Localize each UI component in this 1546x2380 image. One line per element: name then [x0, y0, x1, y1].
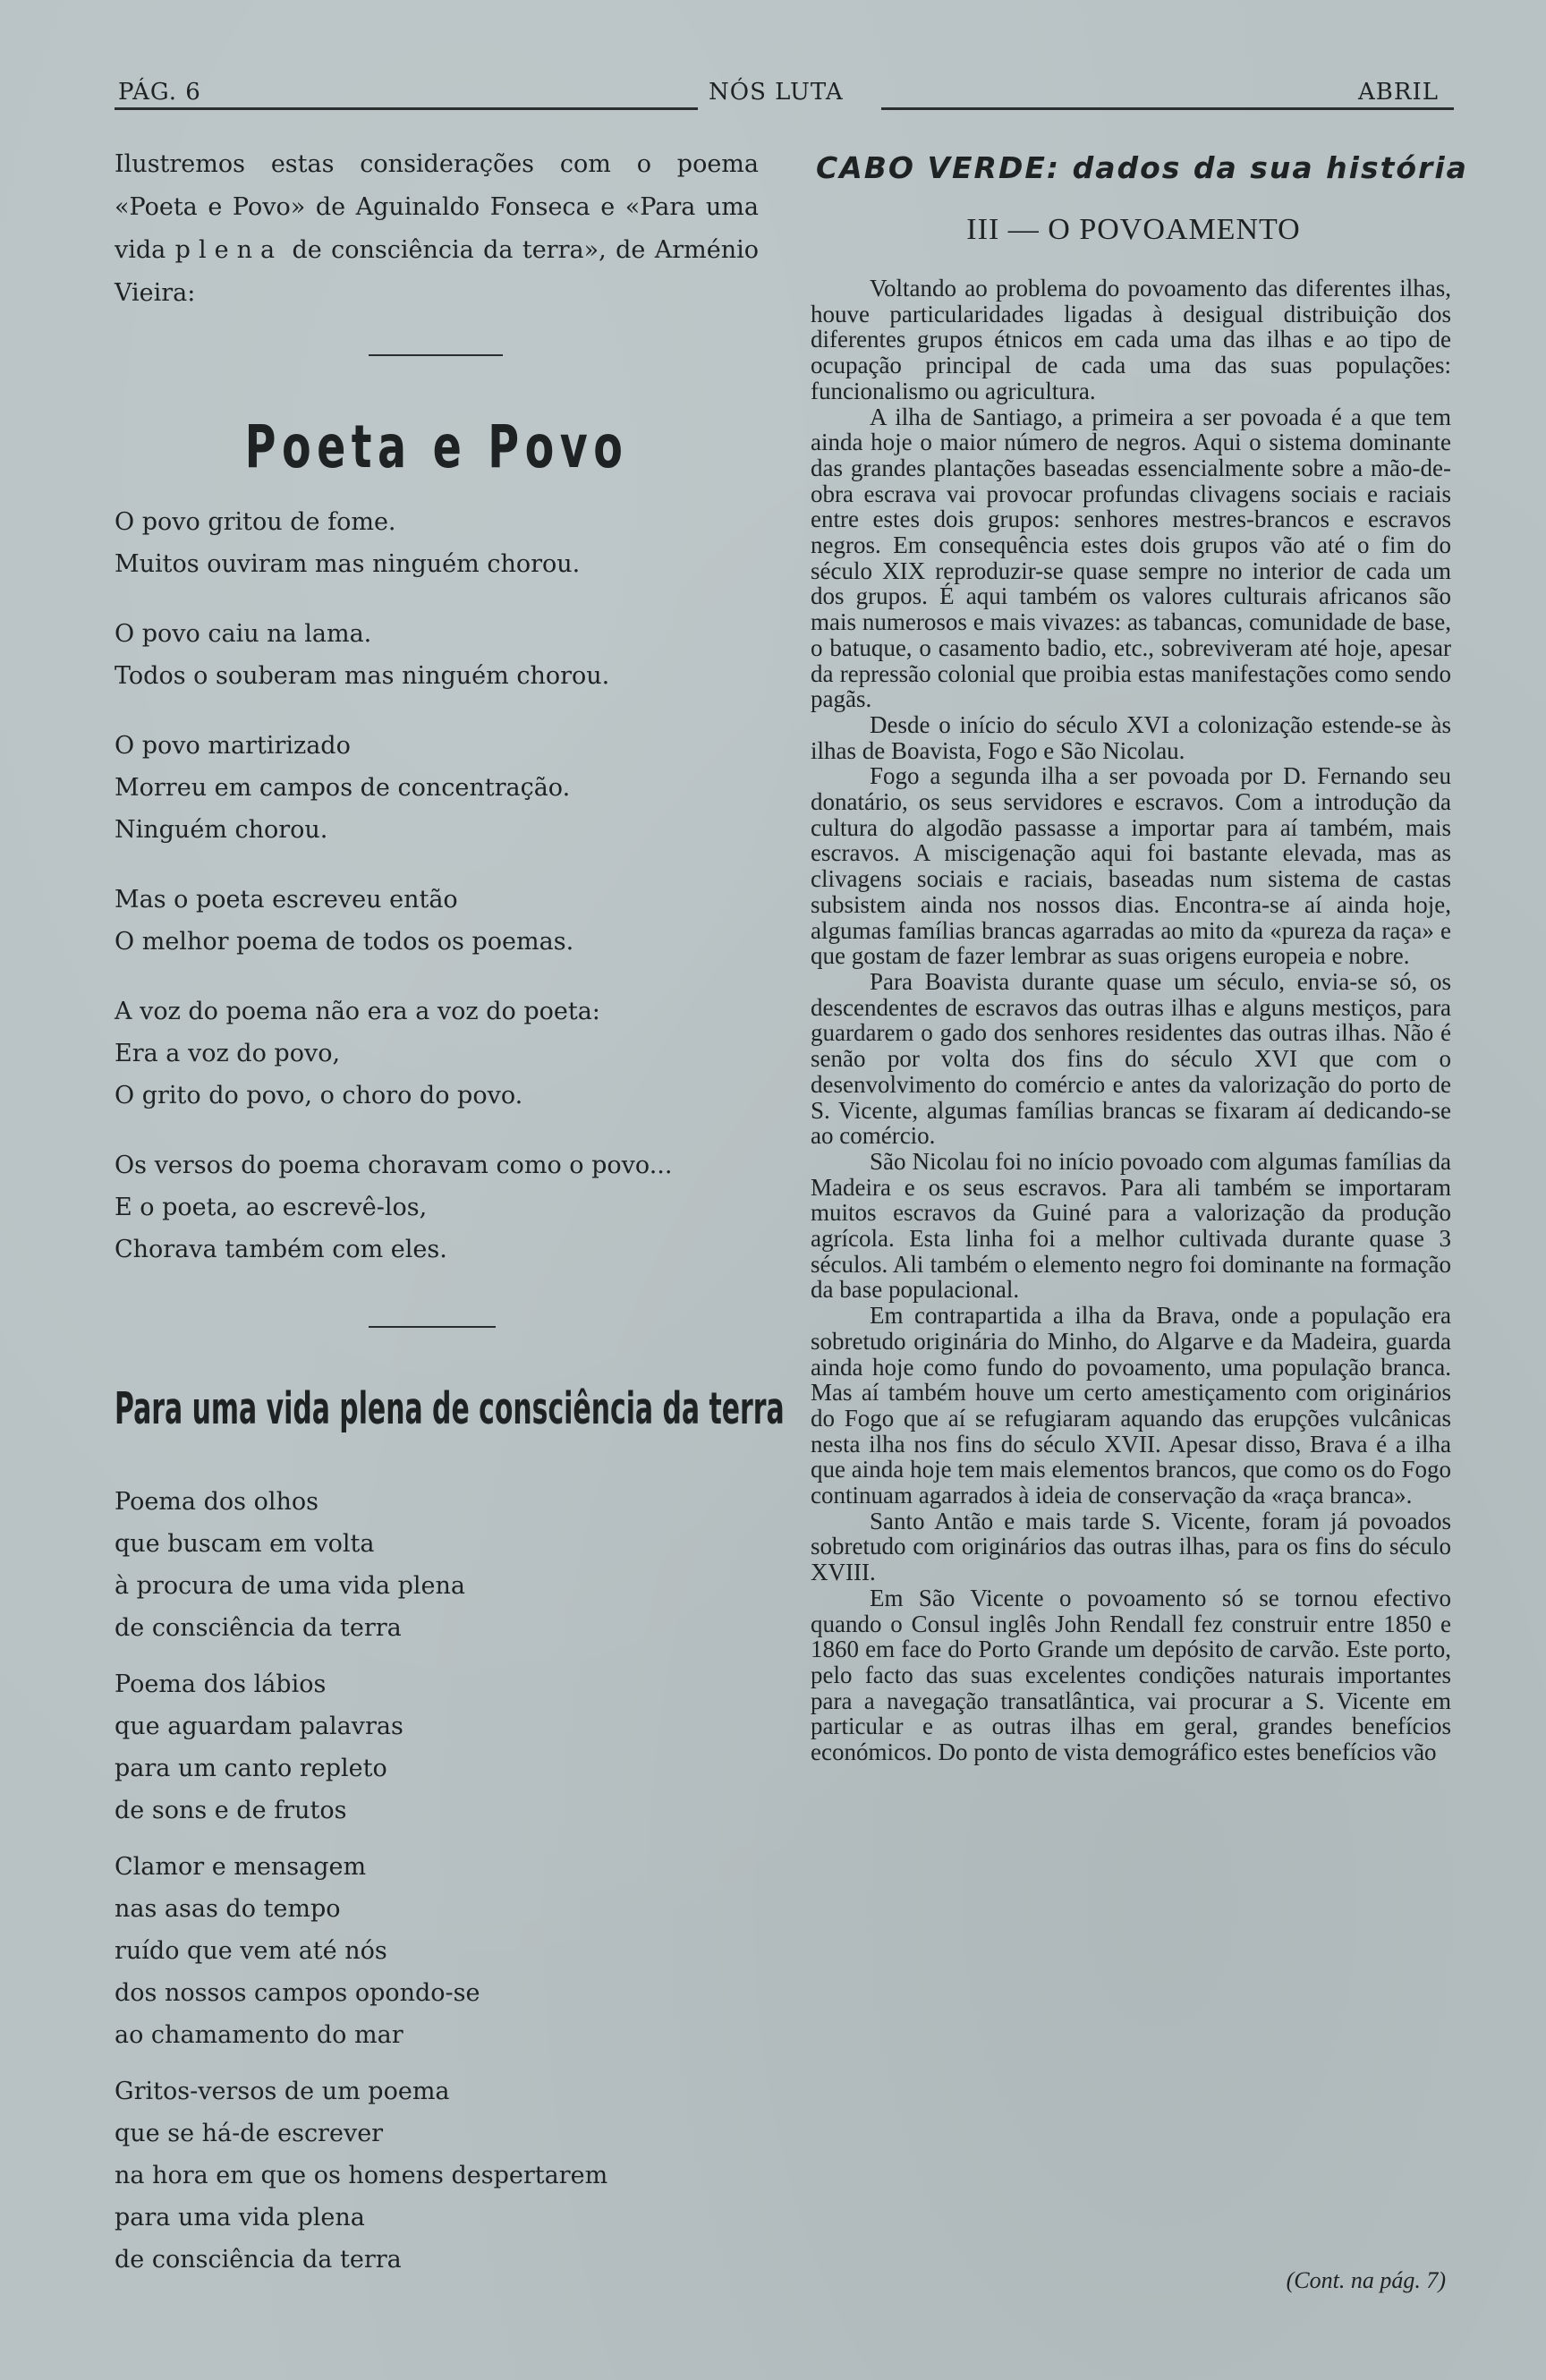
- article-subtitle: III — O POVOAMENTO: [966, 213, 1301, 246]
- poem2-line: que aguardam palavras: [115, 1713, 403, 1740]
- poem2-stanza: [115, 2070, 759, 2281]
- article-title: CABO VERDE: dados da sua história: [816, 150, 1468, 185]
- separator-rule-1: [369, 354, 503, 356]
- poem2-stanza: [115, 1663, 759, 1832]
- poem2-line: dos nossos campos opondo-se: [115, 1979, 480, 2007]
- poem2-line: para um canto repleto: [115, 1755, 387, 1782]
- poem1-line: A voz do poema não era a voz do poeta:: [115, 998, 600, 1025]
- poem1-line: Mas o poeta escreveu então: [115, 886, 458, 914]
- poem1-line: O povo caiu na lama.: [115, 620, 372, 648]
- poem2-line: na hora em que os homens despertarem: [115, 2162, 608, 2189]
- poem2-line: que se há-de escrever: [115, 2120, 384, 2147]
- poem2-stanza: [115, 1481, 759, 1649]
- poem2-line: Poema dos lábios: [115, 1670, 327, 1698]
- poem1-stanza: [115, 501, 759, 585]
- intro-text-1: Ilustremos estas considerações com o poema «Poeta e Povo» de Aguinaldo Fonseca e «Para uma vida: [115, 150, 759, 264]
- poem1-stanza: [115, 725, 759, 851]
- poem1-line: Chorava também com eles.: [115, 1236, 447, 1263]
- header-rule-left: [115, 107, 698, 110]
- poem1-line: Era a voz do povo,: [115, 1040, 341, 1067]
- poem1-line: O melhor poema de todos os poemas.: [115, 928, 574, 956]
- poem2-line: que buscam em volta: [115, 1530, 375, 1558]
- poem1-line: Ninguém chorou.: [115, 816, 328, 844]
- article-body: [811, 276, 1451, 1765]
- poem1-body: [115, 501, 759, 1298]
- poem2-line: para uma vida plena: [115, 2204, 365, 2231]
- article-paragraph: Santo Antão e mais tarde S. Vicente, foram já povoados sobretudo com originários das outras ilhas, para os fins do século XVIII.: [811, 1507, 1451, 1586]
- header-rule-right: [881, 107, 1454, 110]
- poem1-title: Poeta e Povo: [244, 412, 629, 481]
- article-paragraph: Voltando ao problema do povoamento das diferentes ilhas, houve particularidades ligadas à desigual distribuição dos diferentes grupos étnicos em cada uma das ilhas e ao tipo de ocupação principal de cada uma das suas populações: funcionalismo ou agricultura.: [811, 275, 1451, 404]
- poem1-line: Morreu em campos de concentração.: [115, 774, 571, 802]
- poem2-line: nas asas do tempo: [115, 1895, 341, 1923]
- article-paragraph: Para Boavista durante quase um século, envia-se só, os descendentes de escravos das outras ilhas e alguns mestiços, para guardarem o gado dos senhores residentes das outras ilhas. Não é senão por volta dos fins do século XVI que com o desenvolvimento do comércio e antes da valorização do porto de S. Vicente, algumas famílias brancas se fixaram aí dedicando-se ao comércio.: [811, 967, 1451, 1150]
- article-paragraph: Fogo a segunda ilha a ser povoada por D. Fernando seu donatário, os seus servidores e escravos. Com a introdução da cultura do algodão passasse a importar para aí também, mais escravos. A miscigenação aqui foi bastante elevada, mas as clivagens sociais e raciais, baseadas num sistema de castas subsistem ainda nos nossos dias. Encontra-se aí ainda hoje, algumas famílias brancas agarradas ao mito da «pureza da raça» e que gostam de fazer lembrar as suas origens europeia e nobre.: [811, 762, 1451, 970]
- poem2-line: Clamor e mensagem: [115, 1853, 367, 1881]
- poem2-line: Poema dos olhos: [115, 1488, 319, 1516]
- poem1-line: O povo martirizado: [115, 732, 351, 760]
- poem2-body: [115, 1481, 759, 2295]
- poem2-stanza: [115, 1846, 759, 2056]
- poem2-title: Para uma vida plena de consciência da terra: [115, 1383, 785, 1434]
- article-paragraph: São Nicolau foi no início povoado com algumas famílias da Madeira e os seus escravos. Para ali também se importaram muitos escravos da Guiné para a valorização da produção agrícola. Esta linha foi a melhor cultivada durante quase 3 séculos. Ali também o elemento negro foi dominante na formação da base populacional.: [811, 1147, 1451, 1304]
- poem1-line: E o poeta, ao escrevê-los,: [115, 1194, 428, 1221]
- poem1-stanza: [115, 1144, 759, 1271]
- issue-month: ABRIL: [1358, 79, 1439, 106]
- poem2-line: de consciência da terra: [115, 2246, 402, 2274]
- poem2-line: de consciência da terra: [115, 1614, 402, 1642]
- poem1-stanza: [115, 613, 759, 697]
- poem2-line: à procura de uma vida plena: [115, 1572, 465, 1600]
- poem1-stanza: [115, 879, 759, 963]
- article-paragraph: A ilha de Santiago, a primeira a ser povoada é a que tem ainda hoje o maior número de negros. Aqui o sistema dominante das grandes plantações baseadas essencialmente sobre a mão-de-obra escrava vai provocar profundas clivagens sociais e raciais entre estes dois grupos: senhores mestres-brancos e escravos negros. Em consequência estes dois grupos vão até o fim do século XIX reproduzir-se quase sempre no interior de cada um dos grupos. É aqui também os valores culturais africanos são mais numerosos e mais vivazes: as tabancas, comunidade de base, o batuque, o casamento badio, etc., sobreviveram até hoje, apesar da repressão colonial que proibia estas manifestações como sendo pagãs.: [811, 403, 1451, 713]
- article-paragraph: Em São Vicente o povoamento só se tornou efectivo quando o Consul inglês John Rendall fez construir entre 1850 e 1860 em face do Porto Grande um depósito de carvão. Este porto, pelo facto das suas excelentes condições naturais importantes para a navegação transatlântica, vai procurar a S. Vicente em particular e as outras ilhas em geral, grandes benefícios económicos. Do ponto de vista demográfico estes benefícios vão: [811, 1584, 1451, 1766]
- article-paragraph: Desde o início do século XVI a colonização estende-se às ilhas de Boavista, Fogo e São Nicolau.: [811, 710, 1451, 764]
- intro-paragraph: [115, 143, 759, 315]
- newspaper-title: NÓS LUTA: [709, 79, 844, 106]
- article-paragraph: Em contrapartida a ilha da Brava, onde a população era sobretudo originária do Minho, do Algarve e da Madeira, guarda ainda hoje como fundo do povoamento, uma população branca. Mas aí também houve um certo amestiçamento com originários do Fogo que aí se refugiaram aquando das erupções vulcânicas nesta ilha nos fins do século XVII. Apesar disso, Brava é a ilha que ainda hoje tem mais elementos brancos, que como os do Fogo continuam agarrados à ideia de conservação da «raça branca».: [811, 1302, 1451, 1509]
- separator-rule-2: [369, 1326, 496, 1328]
- poem2-line: de sons e de frutos: [115, 1797, 347, 1824]
- poem1-line: Os versos do poema choravam como o povo...: [115, 1152, 673, 1179]
- intro-emphasis: plena: [174, 236, 284, 264]
- poem2-line: ao chamamento do mar: [115, 2021, 403, 2049]
- poem2-line: ruído que vem até nós: [115, 1937, 387, 1965]
- poem1-line: Muitos ouviram mas ninguém chorou.: [115, 550, 581, 578]
- intro-text-2: de consciência da terra», de Arménio Vieira:: [115, 236, 759, 307]
- poem2-line: Gritos-versos de um poema: [115, 2078, 450, 2105]
- poem1-line: O povo gritou de fome.: [115, 508, 396, 536]
- page-number: PÁG. 6: [118, 79, 201, 106]
- poem1-line: Todos o souberam mas ninguém chorou.: [115, 662, 610, 690]
- continued-note: (Cont. na pág. 7): [1286, 2267, 1446, 2293]
- poem1-stanza: [115, 990, 759, 1117]
- poem1-line: O grito do povo, o choro do povo.: [115, 1082, 523, 1109]
